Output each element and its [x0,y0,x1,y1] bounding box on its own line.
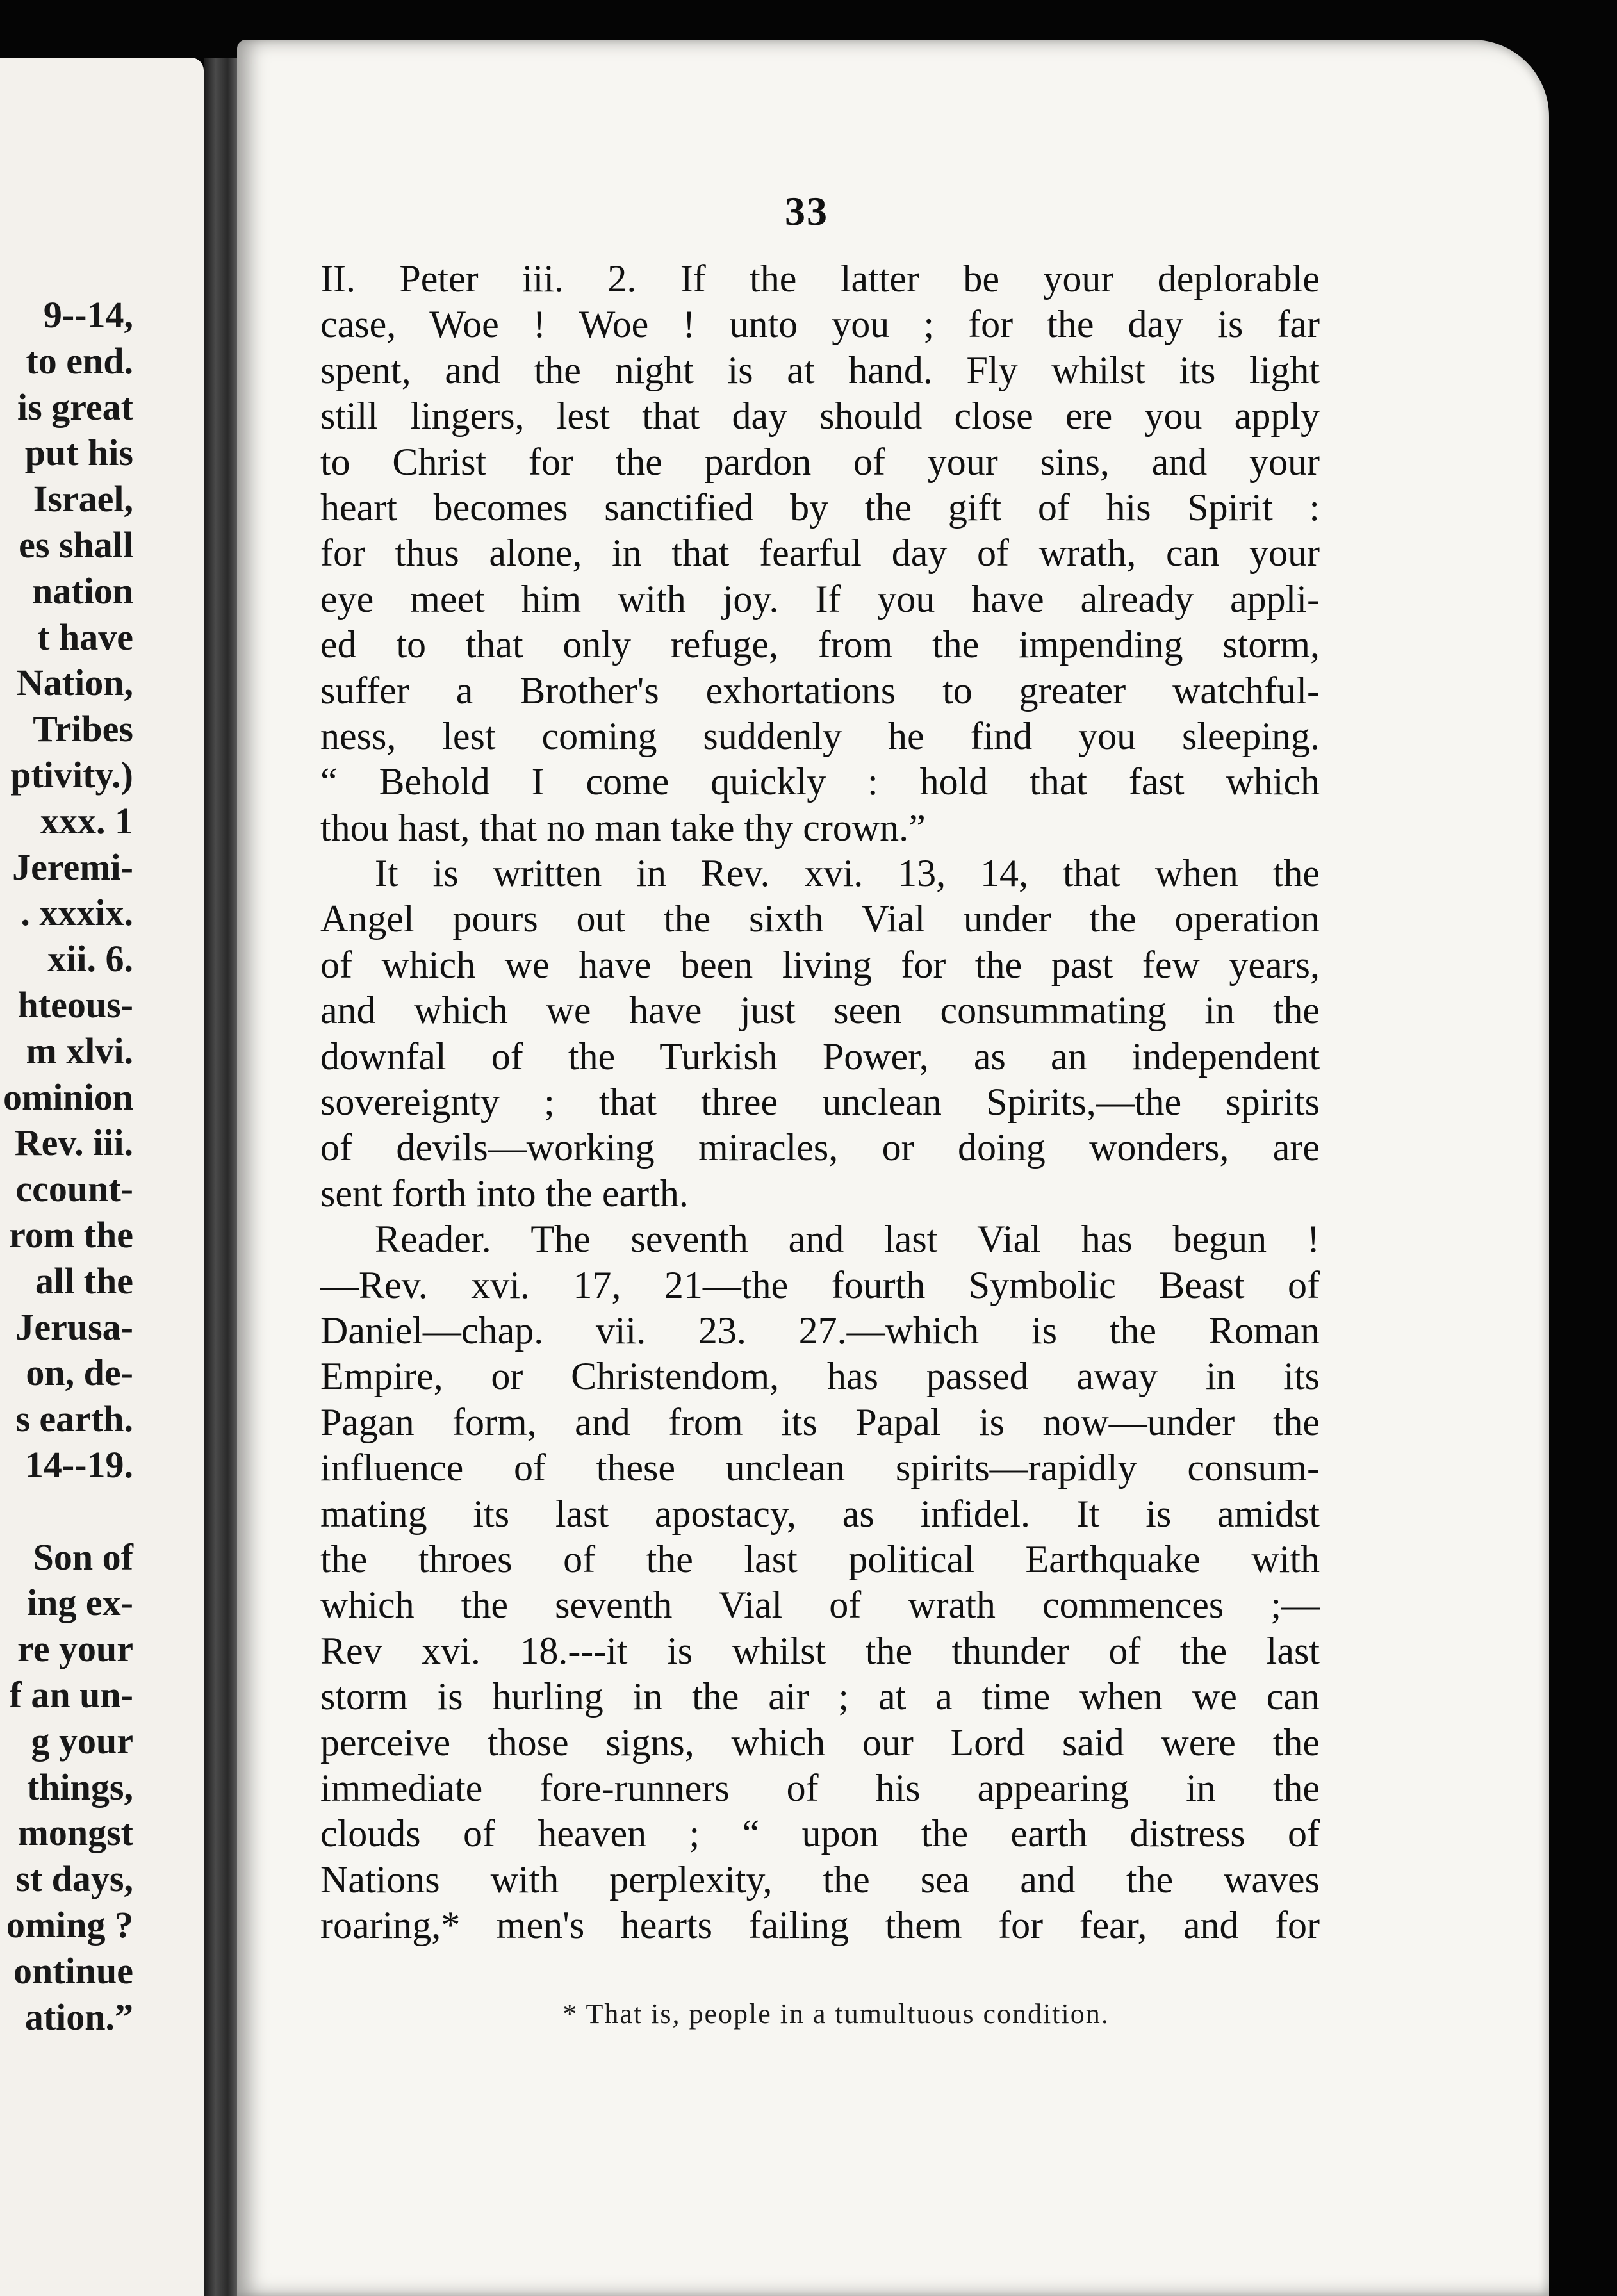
text-line: which the seventh Vial of wrath commences ;— [320,1584,1320,1627]
left-page-line: oming ? [6,1904,133,1946]
left-page-line: 14--19. [24,1444,133,1486]
text-line: —Rev. xvi. 17, 21—the fourth Symbolic Beast of [320,1263,1320,1306]
left-page-line: . xxxix. [21,892,133,934]
text-line: eye meet him with joy. If you have already appli- [320,577,1320,620]
text-line: of devils—working miracles, or doing wonders, are [320,1126,1320,1169]
text-line: ness, lest coming suddenly he find you sleeping. [320,714,1320,757]
left-page-line: 9--14, [43,294,133,336]
text-line: thou hast, that no man take thy crown.” [320,806,926,849]
left-page-line: things, [26,1766,133,1808]
text-line: It is written in Rev. xvi. 13, 14, that when the [375,852,1320,895]
text-line: Pagan form, and from its Papal is now—under the [320,1400,1320,1443]
left-page-line: re your [17,1628,133,1670]
text-line: II. Peter iii. 2. If the latter be your deplorable [320,258,1320,300]
text-line: perceive those signs, which our Lord said were the [320,1721,1320,1764]
left-page-line: s earth. [15,1398,133,1440]
text-line: Daniel—chap. vii. 23. 27.—which is the Roman [320,1309,1320,1352]
left-page-line: ontinue [13,1949,133,1992]
text-line: Reader. The seventh and last Vial has begun ! [375,1218,1320,1261]
left-page-line: ominion [3,1076,133,1118]
text-line: and which we have just seen consummating in the [320,989,1320,1032]
left-page-line: Son of [33,1536,133,1578]
left-page-line: all the [35,1259,133,1302]
text-line: storm is hurling in the air ; at a time when we can [320,1675,1320,1718]
text-line: heart becomes sanctified by the gift of his Spirit : [320,486,1320,529]
left-page-line: Tribes [33,708,133,750]
left-page-line: ccount- [15,1168,133,1210]
left-page-line: Jerusa- [15,1306,133,1348]
left-page-line: nation [32,570,133,612]
text-line: suffer a Brother's exhortations to greater watchful- [320,669,1320,712]
text-line: Nations with perplexity, the sea and the waves [320,1858,1320,1901]
text-line: the throes of the last political Earthquake with [320,1538,1320,1580]
left-page-line: ation.” [24,1996,133,2038]
left-page-line: g your [31,1719,133,1762]
text-line: sovereignty ; that three unclean Spirits,—the spirits [320,1081,1320,1124]
text-line: roaring,* men's hearts failing them for fear, and for [320,1904,1320,1947]
text-line: to Christ for the pardon of your sins, and your [320,440,1320,483]
left-page-line: xii. 6. [47,938,133,980]
left-page-line: st days, [15,1858,133,1900]
left-page-line: on, de- [26,1352,133,1394]
text-line: Angel pours out the sixth Vial under the operation [320,898,1320,940]
text-line: immediate fore-runners of his appearing in the [320,1766,1320,1809]
left-page-line: t have [37,616,133,658]
left-page-line: mongst [17,1812,133,1854]
left-page-line: es shall [19,524,133,566]
text-line: sent forth into the earth. [320,1172,689,1215]
text-line: ed to that only refuge, from the impending storm, [320,623,1320,666]
left-page-line: ptivity.) [10,754,133,796]
text-line: for thus alone, in that fearful day of wrath, can your [320,532,1320,575]
left-page-line: m xlvi. [26,1029,133,1072]
left-page-line: hteous- [17,984,133,1026]
footnote: * That is, people in a tumultuous condition. [562,1998,1110,2030]
left-page-line: put his [24,432,133,474]
left-facing-page [0,58,204,2296]
text-line: downfal of the Turkish Power, as an independent [320,1035,1320,1078]
left-page-line: ing ex- [27,1582,133,1624]
left-page-line: Jeremi- [12,846,133,888]
left-page-line: xxx. 1 [40,800,133,842]
text-line: Rev xvi. 18.---it is whilst the thunder of the last [320,1629,1320,1672]
left-page-line: Nation, [16,662,133,704]
text-line: still lingers, lest that day should close ere you apply [320,395,1320,438]
text-line: clouds of heaven ; “ upon the earth distress of [320,1812,1320,1855]
left-page-line: f an un- [9,1674,133,1716]
left-page-line: rom the [9,1214,133,1256]
left-page-line: is great [17,386,133,428]
text-line: of which we have been living for the past few years, [320,943,1320,986]
left-page-line: Rev. iii. [14,1122,133,1164]
text-line: case, Woe ! Woe ! unto you ; for the day is far [320,303,1320,346]
text-line: spent, and the night is at hand. Fly whilst its light [320,348,1320,391]
text-line: “ Behold I come quickly : hold that fast which [320,760,1320,803]
left-page-line: to end. [26,340,133,382]
page-number: 33 [785,188,828,234]
left-page-line: Israel, [33,478,133,520]
text-line: mating its last apostacy, as infidel. It is amidst [320,1492,1320,1535]
body-text [320,256,1320,1948]
text-line: Empire, or Christendom, has passed away in its [320,1355,1320,1398]
text-line: influence of these unclean spirits—rapidly consum- [320,1447,1320,1489]
